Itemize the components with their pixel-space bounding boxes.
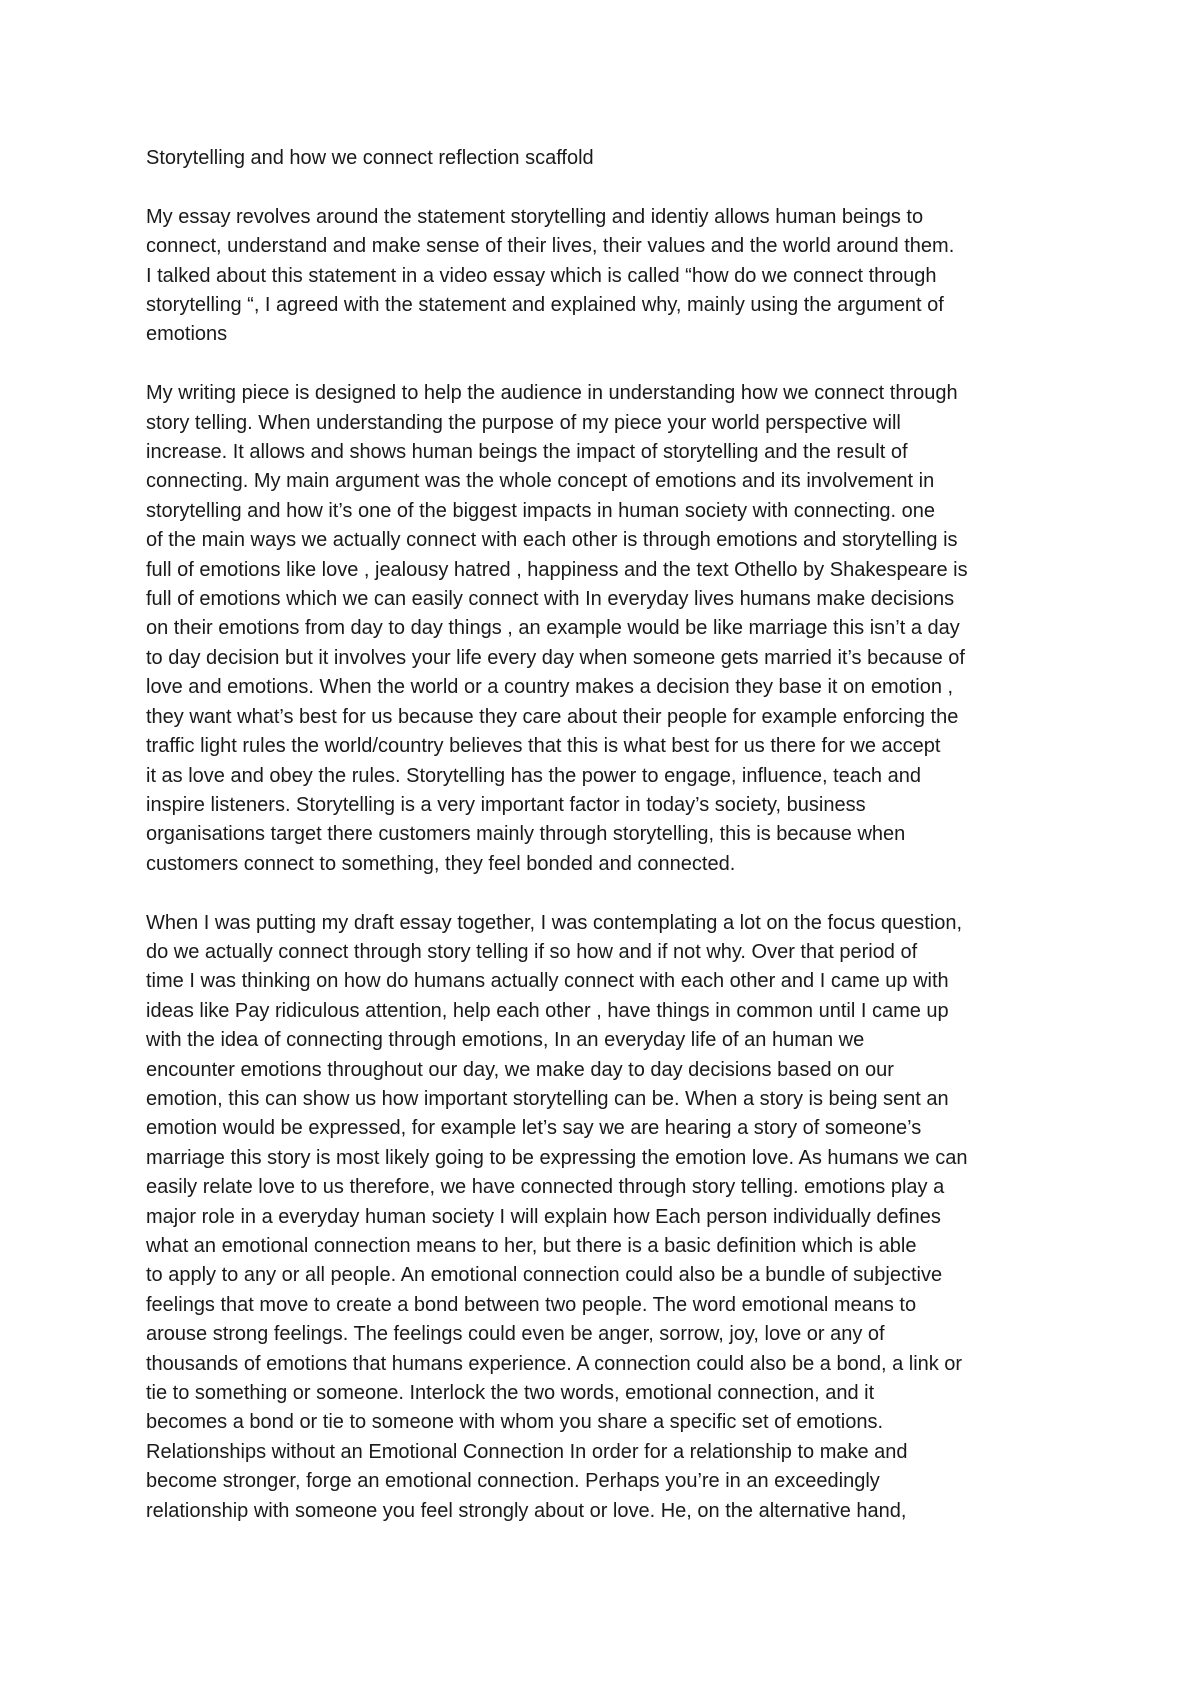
text-line: easily relate love to us therefore, we have connected through story telling. emotions play a <box>146 1176 945 1199</box>
text-line: storytelling “, I agreed with the statement and explained why, mainly using the argument of <box>146 294 944 317</box>
text-line: major role in a everyday human society I will explain how Each person individually defines <box>146 1205 941 1228</box>
text-line: emotion, this can show us how important storytelling can be. When a story is being sent an <box>146 1087 949 1110</box>
text-line: customers connect to something, they feel bonded and connected. <box>146 852 736 875</box>
text-line: to apply to any or all people. An emotional connection could also be a bundle of subjective <box>146 1264 943 1287</box>
text-line: emotion would be expressed, for example let’s say we are hearing a story of someone’s <box>146 1117 922 1140</box>
paragraph <box>146 379 1066 879</box>
text-line: increase. It allows and shows human beings the impact of storytelling and the result of <box>146 441 908 464</box>
text-line: arouse strong feelings. The feelings could even be anger, sorrow, joy, love or any of <box>146 1323 885 1346</box>
text-line: on their emotions from day to day things , an example would be like marriage this isn’t a day <box>146 617 960 640</box>
text-line: become stronger, forge an emotional connection. Perhaps you’re in an exceedingly <box>146 1470 880 1493</box>
text-line: Relationships without an Emotional Connection In order for a relationship to make and <box>146 1440 908 1463</box>
text-line: it as love and obey the rules. Storytelling has the power to engage, influence, teach and <box>146 764 921 787</box>
text-line: becomes a bond or tie to someone with whom you share a specific set of emotions. <box>146 1411 884 1434</box>
text-line: full of emotions like love , jealousy hatred , happiness and the text Othello by Shakespeare is <box>146 558 968 581</box>
text-line: with the idea of connecting through emotions, In an everyday life of an human we <box>146 1029 865 1052</box>
text-line: inspire listeners. Storytelling is a very important factor in today’s society, business <box>146 793 866 816</box>
text-line: to day decision but it involves your life every day when someone gets married it’s because of <box>146 646 965 669</box>
text-line: My writing piece is designed to help the audience in understanding how we connect through <box>146 382 958 405</box>
text-line: they want what’s best for us because they care about their people for example enforcing the <box>146 705 959 728</box>
text-line: traffic light rules the world/country believes that this is what best for us there for we accept <box>146 735 941 758</box>
text-line: storytelling and how it’s one of the biggest impacts in human society with connecting. one <box>146 499 935 522</box>
document-body <box>146 144 1066 1555</box>
paragraph <box>146 909 1066 1527</box>
text-line: ideas like Pay ridiculous attention, help each other , have things in common until I came up <box>146 999 949 1022</box>
paragraphs-container <box>146 203 1066 1526</box>
document-title: Storytelling and how we connect reflection scaffold <box>146 147 594 169</box>
paragraph <box>146 203 1066 350</box>
text-line: I talked about this statement in a video essay which is called “how do we connect through <box>146 264 937 287</box>
text-line: what an emotional connection means to her, but there is a basic definition which is able <box>146 1234 917 1257</box>
text-line: relationship with someone you feel strongly about or love. He, on the alternative hand, <box>146 1499 907 1522</box>
text-line: full of emotions which we can easily connect with In everyday lives humans make decisions <box>146 588 955 611</box>
text-line: story telling. When understanding the purpose of my piece your world perspective will <box>146 411 901 434</box>
text-line: connect, understand and make sense of their lives, their values and the world around them. <box>146 235 955 258</box>
text-line: When I was putting my draft essay together, I was contemplating a lot on the focus question, <box>146 911 963 934</box>
text-line: of the main ways we actually connect with each other is through emotions and storytelling is <box>146 529 958 552</box>
text-line: thousands of emotions that humans experience. A connection could also be a bond, a link or <box>146 1352 963 1375</box>
text-line: time I was thinking on how do humans actually connect with each other and I came up with <box>146 970 949 993</box>
text-line: do we actually connect through story telling if so how and if not why. Over that period of <box>146 940 918 963</box>
text-line: My essay revolves around the statement storytelling and identiy allows human beings to <box>146 205 924 228</box>
text-line: tie to something or someone. Interlock the two words, emotional connection, and it <box>146 1382 875 1405</box>
text-line: emotions <box>146 323 228 346</box>
text-line: marriage this story is most likely going to be expressing the emotion love. As humans we can <box>146 1146 968 1169</box>
text-line: love and emotions. When the world or a country makes a decision they base it on emotion , <box>146 676 954 699</box>
text-line: feelings that move to create a bond between two people. The word emotional means to <box>146 1293 917 1316</box>
text-line: connecting. My main argument was the whole concept of emotions and its involvement in <box>146 470 935 493</box>
text-line: organisations target there customers mainly through storytelling, this is because when <box>146 823 906 846</box>
text-line: encounter emotions throughout our day, we make day to day decisions based on our <box>146 1058 894 1081</box>
